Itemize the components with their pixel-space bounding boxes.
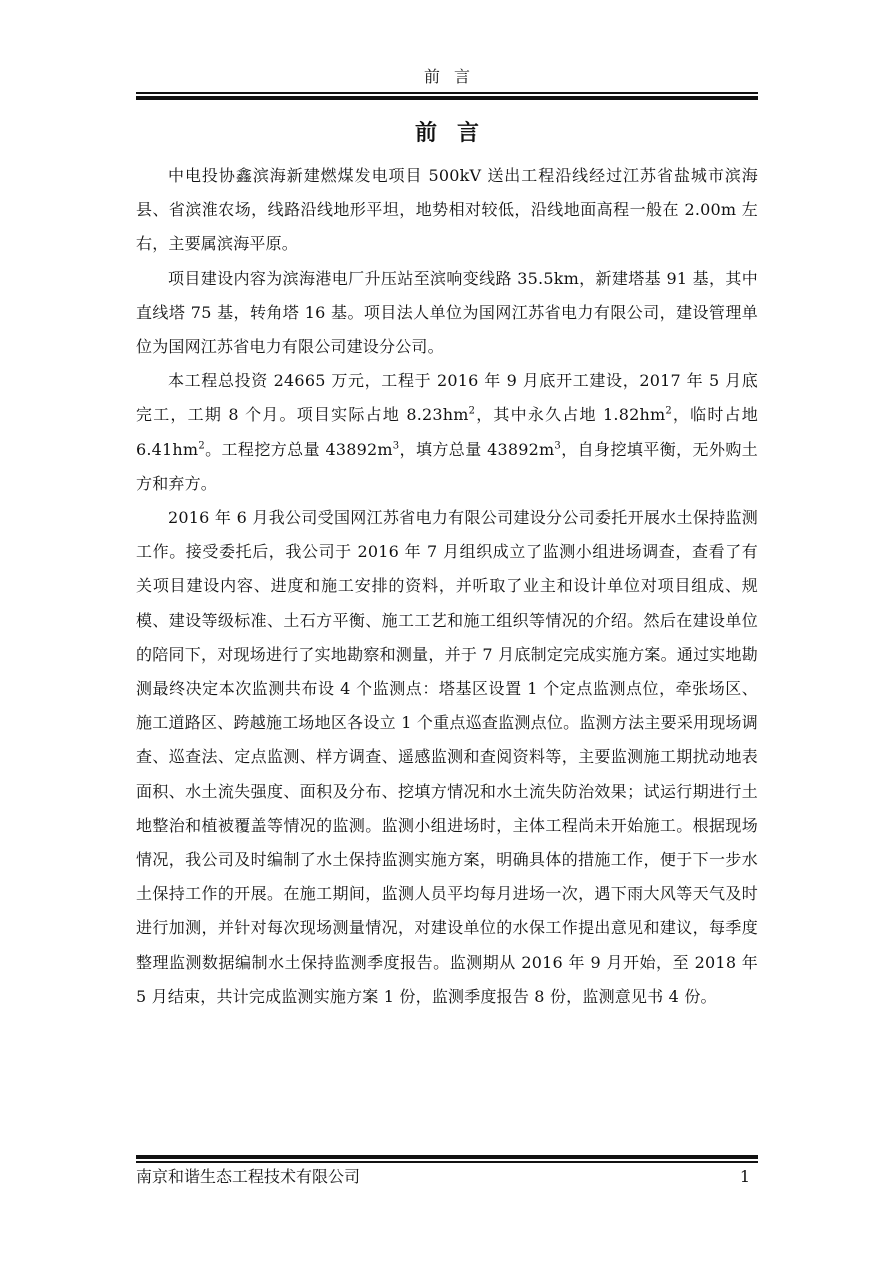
p3-segment: ，填方总量 43892m bbox=[399, 439, 555, 459]
superscript-area: 2 bbox=[198, 440, 205, 452]
paragraph-2: 项目建设内容为滨海港电厂升压站至滨响变线路 35.5km，新建塔基 91 基，其中直线塔 75 基，转角塔 16 基。项目法人单位为国网江苏省电力有限公司，建设管理单位为国网江苏省电力有限公司建设分公司。 bbox=[136, 268, 758, 357]
superscript-volume: 3 bbox=[554, 440, 561, 452]
p3-segment: ，自身挖填平衡，无外购土方和弃方。 bbox=[136, 439, 758, 493]
footer-company-name: 南京和谐生态工程技术有限公司 bbox=[136, 1167, 361, 1186]
document-body bbox=[136, 159, 758, 1014]
superscript-area: 2 bbox=[468, 406, 476, 418]
p3-segment: 。工程挖方总量 43892m bbox=[204, 439, 393, 459]
header-title: 前言 bbox=[423, 67, 484, 86]
document-title: 前言 bbox=[414, 120, 499, 146]
p3-segment: 本工程总投资 24665 万元，工程于 2016 年 9 月底开工建设，2017 年 5 月底完工，工期 8 个月。项目实际占地 8.23hm bbox=[136, 371, 758, 425]
p3-segment: ，临时占地 6.41hm bbox=[136, 405, 758, 459]
header-rule-thin bbox=[136, 92, 758, 94]
footer-page-number: 1 bbox=[739, 1167, 750, 1186]
paragraph-3 bbox=[136, 364, 758, 501]
superscript-volume: 3 bbox=[392, 440, 400, 452]
footer-rule-thin bbox=[136, 1161, 758, 1163]
p3-segment: ，其中永久占地 1.82hm bbox=[475, 405, 666, 425]
paragraph-4: 2016 年 6 月我公司受国网江苏省电力有限公司建设分公司委托开展水土保持监测工作。接受委托后，我公司于 2016 年 7 月组织成立了监测小组进场调查，查看了有关项目建设内容、进度和施工安排的资料，并听取了业主和设计单位对项目组成、规模、建设等级标准、土石方平衡、施工工艺和施工组织等情况的介绍。然后在建设单位的陪同下，对现场进行了实地勘察和测量，并于 7 月底制定完成实施方案。通过实地勘测最终决定本次监测共布设 4 个监测点：塔基区设置 1 个定点监测点位，牵张场区、施工道路区、跨越施工场地区各设立 1 个重点巡查监测点位。监测方法主要采用现场调查、巡查法、定点监测、样方调查、遥感监测和查阅资料等，主要监测施工期扰动地表面积、水土流失强度、面积及分布、挖填方情况和水土流失防治效果；试运行期进行土地整治和植被覆盖等情况的监测。监测小组进场时，主体工程尚未开始施工。根据现场情况，我公司及时编制了水土保持监测实施方案，明确具体的措施工作，便于下一步水土保持工作的开展。在施工期间，监测人员平均每月进场一次，遇下雨大风等天气及时进行加测，并针对每次现场测量情况，对建设单位的水保工作提出意见和建议，每季度整理监测数据编制水土保持监测季度报告。监测期从 2016 年 9 月开始，至 2018 年 5 月结束，共计完成监测实施方案 1 份，监测季度报告 8 份，监测意见书 4 份。 bbox=[136, 508, 758, 1006]
paragraph-1: 中电投协鑫滨海新建燃煤发电项目 500kV 送出工程沿线经过江苏省盐城市滨海县、省滨淮农场，线路沿线地形平坦，地势相对较低，沿线地面高程一般在 2.00m 左右，主要属滨海平原。 bbox=[136, 166, 758, 254]
superscript-area: 2 bbox=[665, 406, 672, 418]
header-rule-thick bbox=[136, 96, 758, 100]
footer-rule-thick bbox=[136, 1155, 758, 1159]
